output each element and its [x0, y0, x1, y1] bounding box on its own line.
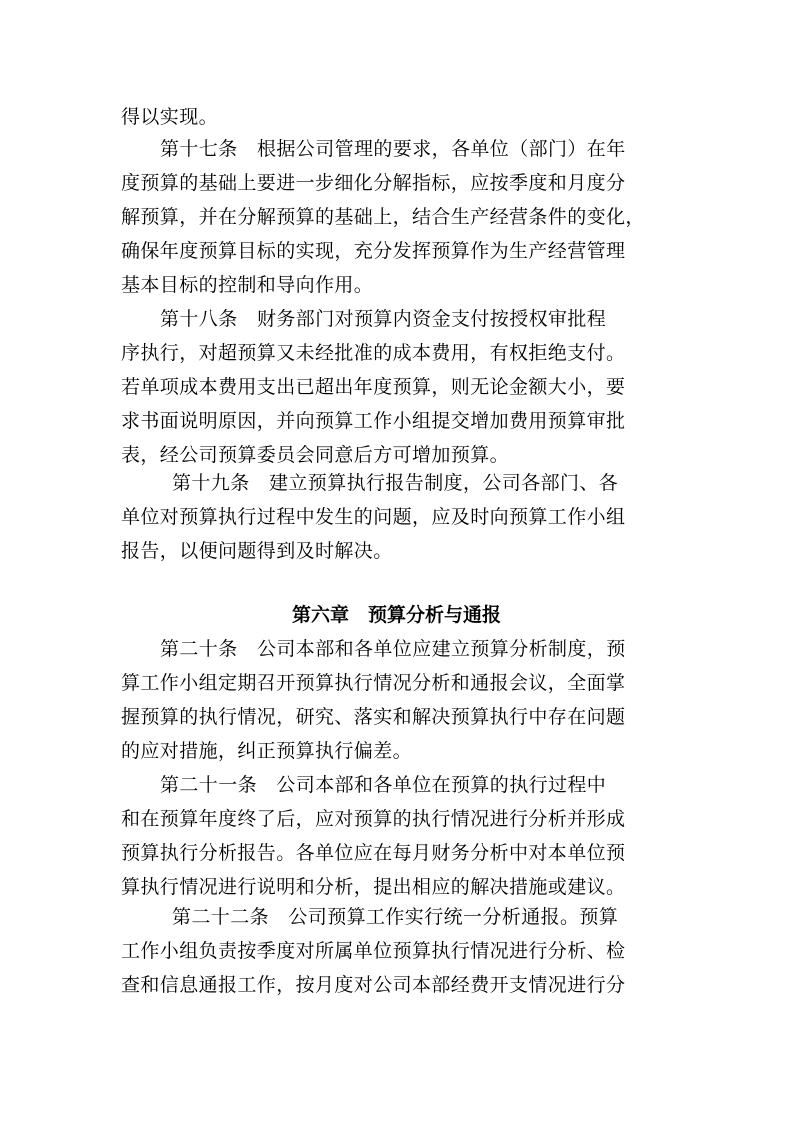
text-line: 查和信息通报工作，按月度对公司本部经费开支情况进行分 — [121, 974, 626, 996]
article-22-first-line: 第二十二条 公司预算工作实行统一分析通报。预算 — [172, 906, 619, 928]
text-line: 握预算的执行情况，研究、落实和解决预算执行中存在问题 — [121, 706, 626, 728]
text-line: 和在预算年度终了后，应对预算的执行情况进行分析并形成 — [121, 808, 626, 830]
text-line: 若单项成本费用支出已超出年度预算，则无论金额大小，要 — [121, 376, 626, 398]
text-line: 解预算，并在分解预算的基础上，结合生产经营条件的变化， — [121, 206, 645, 228]
article-19-first-line: 第十九条 建立预算执行报告制度，公司各部门、各 — [172, 472, 619, 494]
text-line: 基本目标的控制和导向作用。 — [121, 274, 374, 296]
chapter-heading: 第六章 预算分析与通报 — [291, 604, 501, 626]
text-line: 确保年度预算目标的实现，充分发挥预算作为生产经营管理 — [121, 240, 626, 262]
text-line: 报告，以便问题得到及时解决。 — [121, 540, 393, 562]
text-line: 算工作小组定期召开预算执行情况分析和通报会议，全面掌 — [121, 672, 626, 694]
text-line: 得以实现。 — [121, 106, 219, 128]
article-21-first-line: 第二十一条 公司本部和各单位在预算的执行过程中 — [160, 774, 607, 796]
text-line: 序执行，对超预算又未经批准的成本费用，有权拒绝支付。 — [121, 342, 626, 364]
text-line: 算执行情况进行说明和分析，提出相应的解决措施或建议。 — [121, 876, 626, 898]
text-line: 的应对措施，纠正预算执行偏差。 — [121, 740, 413, 762]
text-line: 表，经公司预算委员会同意后方可增加预算。 — [121, 444, 510, 466]
text-line: 工作小组负责按季度对所属单位预算执行情况进行分析、检 — [121, 940, 626, 962]
text-line: 预算执行分析报告。各单位应在每月财务分析中对本单位预 — [121, 842, 626, 864]
article-18-first-line: 第十八条 财务部门对预算内资金支付按授权审批程 — [160, 308, 607, 330]
text-line: 求书面说明原因，并向预算工作小组提交增加费用预算审批 — [121, 410, 626, 432]
text-line: 单位对预算执行过程中发生的问题，应及时向预算工作小组 — [121, 506, 626, 528]
article-17-first-line: 第十七条 根据公司管理的要求，各单位（部门）在年 — [160, 138, 626, 160]
text-line: 度预算的基础上要进一步细化分解指标，应按季度和月度分 — [121, 172, 626, 194]
article-20-first-line: 第二十条 公司本部和各单位应建立预算分析制度，预 — [160, 638, 626, 660]
